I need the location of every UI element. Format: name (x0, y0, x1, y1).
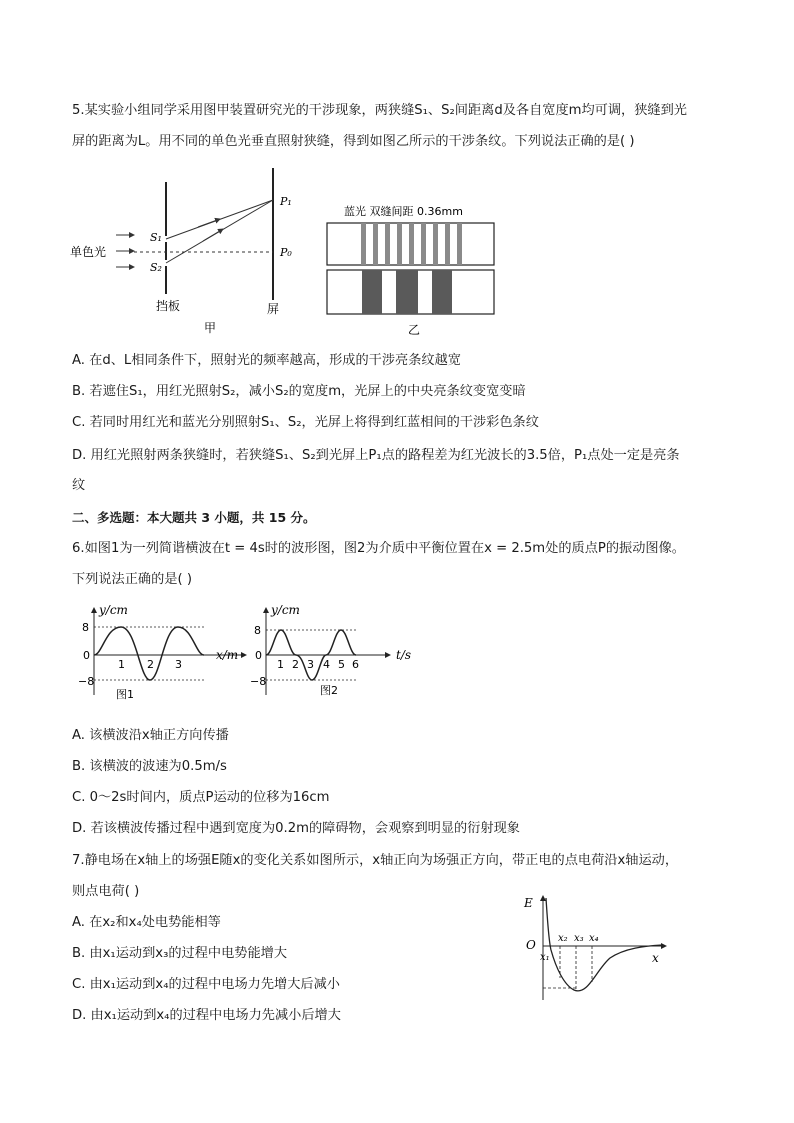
q6-option-d: D. 若该横波传播过程中遇到宽度为0.2m的障碍物，会观察到明显的衍射现象 (72, 821, 520, 836)
fig2-tick-4: 4 (323, 658, 330, 671)
red-fringe-2 (396, 270, 418, 314)
p0-label: P₀ (280, 246, 292, 259)
blue-fringe-5 (409, 223, 414, 265)
q5-option-b: B. 若遮住S₁，用红光照射S₂，减小S₂的宽度m，光屏上的中央亮条纹变宽变暗 (72, 384, 526, 399)
s2-label: S₂ (150, 261, 162, 274)
q7-option-a: A. 在x₂和x₄处电势能相等 (72, 915, 221, 930)
q5-figure-jia (68, 160, 308, 338)
fig2-tick-1: 1 (277, 658, 284, 671)
q7-stem-line2: 则点电荷( ) (72, 884, 140, 899)
fig1-y-pos: 8 (82, 621, 89, 634)
fig1-tick-1: 1 (118, 658, 125, 671)
s1-label: S₁ (150, 231, 162, 244)
blue-fringe-3 (385, 223, 390, 265)
red-fringe-3 (432, 270, 452, 314)
ray-1-arrow (198, 219, 220, 227)
p1-label: P₁ (280, 195, 292, 208)
source-label: 单色光 (70, 245, 107, 259)
fig2-caption: 图2 (320, 684, 338, 697)
fig2-tick-5: 5 (338, 658, 345, 671)
q7-option-c: C. 由x₁运动到x₄的过程中电场力先增大后减小 (72, 977, 340, 992)
section-heading: 二、多选题：本大题共 3 小题，共 15 分。 (72, 510, 316, 525)
q7-figure (520, 890, 670, 1008)
fig2-xlabel: t/s (396, 648, 412, 662)
q7-x-label: x (652, 951, 659, 965)
q5-stem-line2: 屏的距离为L。用不同的单色光垂直照射狭缝，得到如图乙所示的干涉条纹。下列说法正确的是( ) (72, 134, 635, 149)
q5-option-d: D. 用红光照射两条狭缝时，若狭缝S₁、S₂到光屏上P₁点的路程差为红光波长的3.5倍，P₁点处一定是亮条 (72, 448, 680, 463)
blue-fringe-1 (361, 223, 366, 265)
q6-option-a: A. 该横波沿x轴正方向传播 (72, 728, 229, 743)
fig1-caption: 图1 (116, 688, 134, 701)
fig1-xlabel: x/m (216, 648, 239, 662)
q6-option-c: C. 0～2s时间内，质点P运动的位移为16cm (72, 790, 330, 805)
fig1-y-neg: −8 (78, 675, 95, 688)
q5-option-c: C. 若同时用红光和蓝光分别照射S₁、S₂，光屏上将得到红蓝相间的干涉彩色条纹 (72, 415, 539, 430)
red-fringes (362, 270, 452, 314)
q7-e-label: E (524, 896, 533, 910)
fig-jia-caption: 甲 (204, 321, 217, 335)
fig2-ylabel: y/cm (271, 603, 300, 617)
blue-fringe-7 (433, 223, 438, 265)
q5-option-a: A. 在d、L相同条件下，照射光的频率越高，形成的干涉亮条纹越宽 (72, 353, 461, 368)
q5-figure-yi (320, 198, 505, 340)
fig2-y-pos: 8 (254, 624, 261, 637)
fig2-y-neg: −8 (250, 675, 267, 688)
fig1-tick-2: 2 (147, 658, 154, 671)
blue-fringe-6 (421, 223, 426, 265)
blue-fringe-9 (457, 223, 462, 265)
blue-fringe-8 (445, 223, 450, 265)
q7-option-b: B. 由x₁运动到x₃的过程中电势能增大 (72, 946, 288, 961)
fig2-tick-2: 2 (292, 658, 299, 671)
blue-fringe-4 (397, 223, 402, 265)
q7-x4-label: x₄ (589, 933, 599, 944)
fig1-ylabel: y/cm (99, 603, 128, 617)
q7-origin: O (526, 938, 536, 952)
fig2-tick-6: 6 (352, 658, 359, 671)
q6-figure-1 (74, 600, 254, 710)
barrier-label: 挡板 (156, 299, 181, 313)
q6-stem-line2: 下列说法正确的是( ) (72, 572, 192, 587)
screen-label: 屏 (267, 302, 280, 316)
fig2-origin: 0 (255, 649, 262, 662)
q6-stem-line1: 6.如图1为一列简谐横波在t = 4s时的波形图，图2为介质中平衡位置在x = 2.5m处的质点P的振动图像。 (72, 541, 685, 556)
q7-curve (546, 898, 662, 991)
fig-yi-caption: 乙 (408, 323, 421, 337)
ray-2-arrow (203, 229, 223, 241)
red-fringe-1 (362, 270, 382, 314)
q6-figure-2 (246, 600, 426, 710)
blue-label: 蓝光 双缝间距 0.36mm (344, 205, 463, 218)
q7-x1-label: x₁ (540, 952, 550, 963)
q5-stem-line1: 5.某实验小组同学采用图甲装置研究光的干涉现象，两狭缝S₁、S₂间距离d及各自宽度m均可调，狭缝到光 (72, 103, 687, 118)
fig2-tick-3: 3 (307, 658, 314, 671)
fig1-origin: 0 (83, 649, 90, 662)
fig1-wave (94, 627, 204, 680)
q5-option-d-wrap: 纹 (72, 478, 86, 493)
blue-fringe-2 (373, 223, 378, 265)
q7-stem-line1: 7.静电场在x轴上的场强E随x的变化关系如图所示，x轴正向为场强正方向，带正电的点电荷沿x轴运动， (72, 853, 679, 868)
q6-option-b: B. 该横波的波速为0.5m/s (72, 759, 227, 774)
q7-x2-label: x₂ (558, 933, 568, 944)
q7-option-d: D. 由x₁运动到x₄的过程中电场力先减小后增大 (72, 1008, 341, 1023)
blue-fringes (361, 223, 462, 265)
q7-x3-label: x₃ (574, 933, 584, 944)
fig1-tick-3: 3 (175, 658, 182, 671)
